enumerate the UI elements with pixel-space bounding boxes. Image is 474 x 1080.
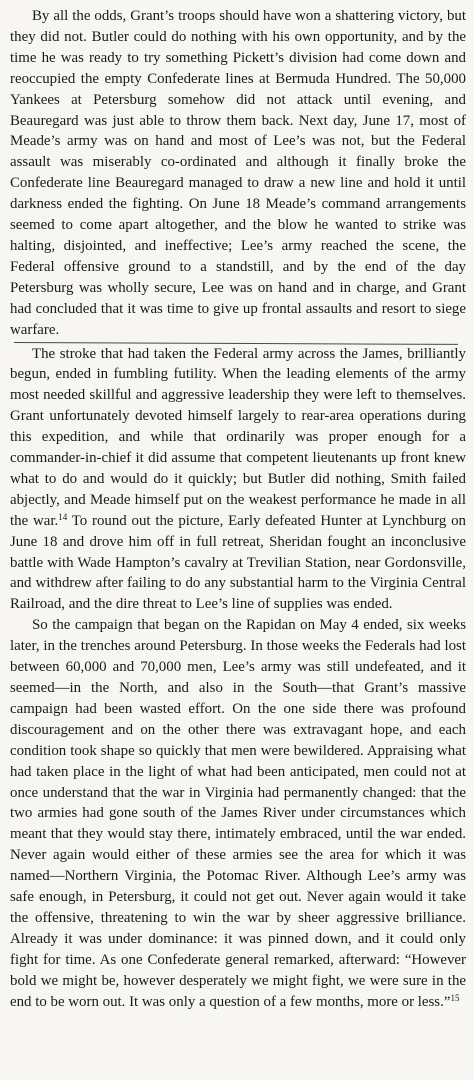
paragraph-1-text: By all the odds, Grant’s troops should have won a shattering victory, but they did not. Butler could do nothing with his own opportunity, and by the time he was ready to try something Pickett’s division had come down and reoccupied the empty Confederate lines at Bermuda Hundred. The 50,000 Yankees at Petersburg somehow did not attack until evening, and Beauregard was just able to throw them back. Next day, June 17, most of Meade’s army was on hand and most of Lee’s was not, but the Federal assault was miserably co-ordinated and although it finally broke the Confederate line Beauregard managed to draw a new line and hold it until darkness ended the fighting. On June 18 Meade’s command arrangements seemed to come apart altogether, and the blow he wanted to strike was halting, disjointed, and ineffective; Lee’s army reached the scene, the Federal offensive ground to a standstill, and by the end of the day Petersburg was wholly secure, Lee was on hand and in charge, and Grant had concluded that it was time to give up frontal assaults and resort to siege warfare. bbox=[10, 8, 466, 338]
paragraph-3-text: So the campaign that began on the Rapidan on May 4 ended, six weeks later, in the trenches around Petersburg. In those weeks the Federals had lost between 60,000 and 70,000 men, Lee’s army was still undefeated, and it seemed—in the North, and also in the South—that Grant’s massive campaign had been wasted effort. On the one side there was profound discouragement and on the other there was extravagant hope, and each condition took shape so quickly that men were bewildered. Appraising what had taken place in the light of what had been anticipated, men could not at once understand that the war in Virginia had permanently changed: that the two armies had gone south of the James River under circumstances which meant that they would stay there, intimately embraced, until the war ended. Never again would either of these armies see the area for which it was named—Northern Virginia, the Potomac River. Although Lee’s army was safe enough, in Petersburg, it could not get out. Never again would it take the offensive, threatening to win the war by sheer aggressive brilliance. Already it was under dominance: it was pinned down, and it could only fight for time. As one Confederate general remarked, afterward: “However bold we might be, however desperately we might fight, we were sure in the end to be worn out. It was only a question of a few months, more or less.” bbox=[10, 617, 466, 1010]
footnote-ref-14[interactable]: 14 bbox=[58, 511, 68, 522]
paragraph-2 bbox=[10, 344, 466, 616]
paragraph-2-text: The stroke that had taken the Federal army across the James, brilliantly begun, ended in fumbling futility. When the leading elements of the army most needed skillful and aggressive leadership they were left to themselves. Grant unfortunately devoted himself largely to rear-area operations during this expedition, and while that ordinarily was proper enough for a commander-in-chief it did assume that competent lieutenants up front knew what to do and would do it quickly; but Butler did nothing, Smith failed abjectly, and Meade himself put on the weakest performance he made in all the war. bbox=[10, 345, 466, 529]
paragraph-2-continuation: To round out the picture, Early defeated Hunter at Lynchburg on June 18 and drove him off in full retreat, Sheridan fought an inconclusive battle with Wade Hampton’s cavalry at Trevilian Station, near Gordonsville, and withdrew after failing to do any substantial harm to the Virginia Central Railroad, and the dire threat to Lee’s line of supplies was ended. bbox=[10, 512, 466, 613]
footnote-ref-15[interactable]: 15 bbox=[450, 992, 460, 1003]
paragraph-1 bbox=[10, 6, 466, 341]
paragraph-3 bbox=[10, 615, 466, 1012]
